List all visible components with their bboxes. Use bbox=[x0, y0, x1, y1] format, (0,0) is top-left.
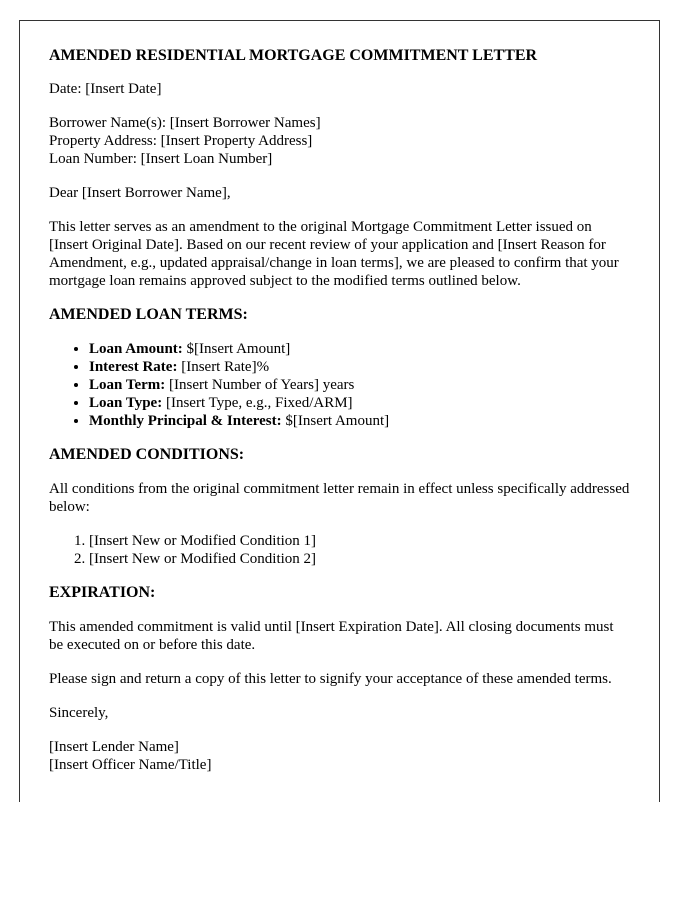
condition-item: 2. [Insert New or Modified Condition 2] bbox=[89, 550, 630, 568]
term-loan-term bbox=[89, 376, 630, 394]
conditions-intro: All conditions from the original commitment letter remain in effect unless specifically addressed below: bbox=[49, 481, 630, 515]
term-loan-amount bbox=[89, 340, 630, 358]
closing: Sincerely, bbox=[49, 705, 109, 721]
expiration-paragraph: This amended commitment is valid until [Insert Expiration Date]. All closing documents must be executed on or before this date. bbox=[49, 619, 614, 653]
sign-request-paragraph: Please sign and return a copy of this letter to signify your acceptance of these amended terms. bbox=[49, 671, 612, 687]
salutation: Dear [Insert Borrower Name], bbox=[49, 185, 231, 201]
borrower-names: Borrower Name(s): [Insert Borrower Names] bbox=[49, 115, 321, 131]
conditions-heading: AMENDED CONDITIONS: bbox=[49, 446, 245, 463]
property-address: Property Address: [Insert Property Address] bbox=[49, 133, 313, 149]
condition-item: 1. [Insert New or Modified Condition 1] bbox=[89, 532, 630, 550]
term-value: [Insert Number of Years] years bbox=[165, 377, 355, 393]
terms-list bbox=[49, 340, 630, 430]
term-label: Monthly Principal & Interest: bbox=[89, 413, 282, 429]
borrower-info-block bbox=[49, 114, 630, 168]
loan-number: Loan Number: [Insert Loan Number] bbox=[49, 151, 273, 167]
conditions-list bbox=[49, 532, 630, 568]
letter-title: AMENDED RESIDENTIAL MORTGAGE COMMITMENT LETTER bbox=[49, 47, 538, 64]
term-label: Loan Amount: bbox=[89, 341, 183, 357]
letter-document bbox=[19, 20, 660, 802]
signature-block bbox=[49, 738, 630, 774]
term-value: $[Insert Amount] bbox=[182, 341, 291, 357]
term-monthly-payment bbox=[89, 412, 630, 430]
terms-heading: AMENDED LOAN TERMS: bbox=[49, 306, 248, 323]
term-label: Interest Rate: bbox=[89, 359, 178, 375]
term-label: Loan Type: bbox=[89, 395, 163, 411]
term-loan-type bbox=[89, 394, 630, 412]
officer-name: [Insert Officer Name/Title] bbox=[49, 757, 212, 773]
intro-paragraph: This letter serves as an amendment to the original Mortgage Commitment Letter issued on [Insert Original Date]. Based on our recent review of your application and [Insert Reason for Amendment, e.g., updated appraisal/change in loan terms], we are pleased to confirm that your mortgage loan remains approved subject to the modified terms outlined below. bbox=[49, 219, 619, 289]
letter-date: Date: [Insert Date] bbox=[49, 81, 162, 97]
term-value: $[Insert Amount] bbox=[281, 413, 390, 429]
expiration-heading: EXPIRATION: bbox=[49, 584, 156, 601]
term-value: [Insert Rate]% bbox=[177, 359, 270, 375]
term-label: Loan Term: bbox=[89, 377, 166, 393]
lender-name: [Insert Lender Name] bbox=[49, 739, 179, 755]
term-value: [Insert Type, e.g., Fixed/ARM] bbox=[162, 395, 353, 411]
term-interest-rate bbox=[89, 358, 630, 376]
